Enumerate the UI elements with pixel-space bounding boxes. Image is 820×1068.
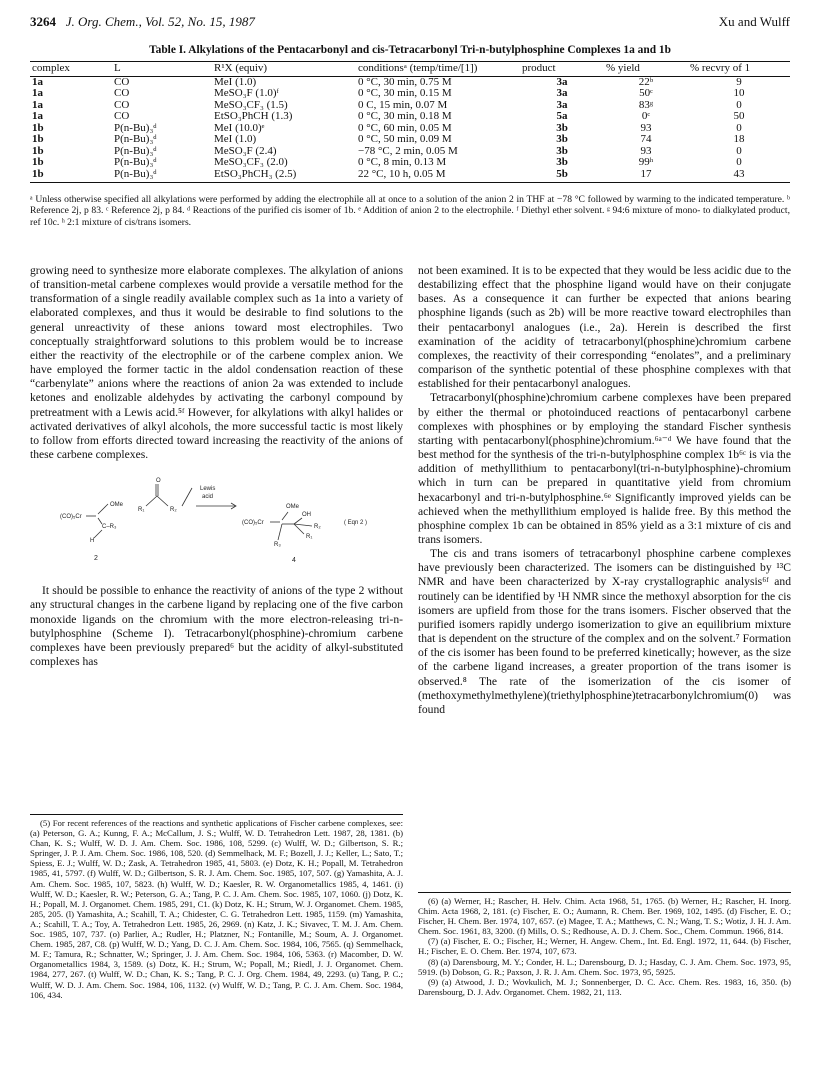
table-cell: 50ᶜ: [639, 87, 653, 99]
reaction-scheme-drawing: [30, 466, 403, 578]
col-header: complex: [30, 62, 112, 77]
scheme-left-chr: C–R₃: [102, 524, 117, 531]
running-header: [30, 14, 790, 34]
table-cell: 43: [688, 169, 790, 183]
body-paragraph: growing need to synthesize more elaborate complexes. The alkylation of anions of transition-metal carbene complexes would provide a versatile method for the transformation of a single readily available complex such as 1a into a variety of elaborated complexes, and thus it would be desirable to find solutions to the general unreactivity of these anions toward most electrophiles. Two conceptually straightforward solutions to this problem would be to increase either the reactivity of the electrophile or of the carbene complex anion. We have employed the former tactic in the aldol condensation reaction of these “carbenylate” anions where the reactions of anion 2a was extended to include ketones and enolizable aldehydes by activating the carbonyl compound by pretreatment with a Lewis acid.⁵ᶠ However, for alkylations with alkyl halides or activated derivatives of alkyl alcohols, the more successful tactic is most likely to follow from efforts directed toward increasing the reactivity of the anions of these carbene complexes.: [30, 264, 403, 462]
table-cell: MeSO₃F (1.0)ᶠ: [214, 87, 279, 99]
table-cell: 1b: [32, 121, 44, 134]
body-paragraph: The cis and trans isomers of tetracarbonyl phosphine carbene complexes have previously been characterized. The isomers can be distinguished by ¹³C NMR and have been characterized by X-ray crystallographic analysis⁶ᶠ and routinely can be identified by ¹H NMR since the methoxyl absorption for the cis isomers are upfield from those for the trans isomers. Fischer observed that the purified isomers rapidly undergo isomerization to give an equilibrium mixture that is dependent on the structure of the complex and on the solvent.⁷ Formation of the cis isomer has been found to be preferred kinetically; however, as the size of the carbene ligand increases, a greater proportion of the trans isomer is observed.⁸ The rate of the isomerization of the cis isomer of (methoxymethylmethylene)(triethylphosphine)tetracarbonylchromium(0) was found: [418, 547, 791, 716]
body-paragraph: It should be possible to enhance the reactivity of anions of the type 2 without any structural changes in the carbene ligand by replacing one of the five carbon monoxide ligands on the chromium with the more electron-releasing tri-n-butylphosphine (Scheme I). Tetracarbonyl(phosphine)-chromium carbene complexes have been previously prepared⁶ but the acidity of alkyl-substituted complexes has: [30, 584, 403, 668]
table-cell: 17: [604, 169, 688, 183]
table-cell: 1b: [32, 144, 44, 157]
table-cell: 93: [640, 121, 652, 134]
table-cell: 99ʰ: [638, 156, 654, 168]
body-paragraph: not been examined. It is to be expected that they would be less acidic due to the destabilizing effect that the phosphine ligand would have on their conjugate bases. As a consequence it can further be expected that anions bearing phosphine ligands (such as 2b) will be more reactive toward electrophiles than their pentacarbonyl analogues (i.e., 2a). Herein is described the first examination of the acidity of tetracarbonyl(phosphine)chromium carbene complexes, the reactivity of their corresponding “enolates”, and a preliminary comparison of the synthetic potential of these phosphine complexes with that established for their pentacarbonyl analogues.: [418, 264, 791, 391]
col-header: % recvry of 1: [688, 62, 790, 77]
table-cell: 74: [640, 133, 652, 145]
scheme-right-r1: R₁: [306, 534, 313, 541]
table-cell: 0 C, 15 min, 0.07 M: [358, 98, 448, 111]
table-cell: MeSO₃CF₃ (2.0): [214, 156, 288, 168]
table-cell: 9: [736, 75, 742, 88]
scheme-right-oh: OH: [302, 512, 311, 519]
table-cell: 1a: [32, 98, 43, 111]
table-cell: 3a: [556, 87, 568, 99]
table-row: [30, 88, 790, 100]
alkylation-table: [30, 61, 790, 183]
scheme-compound-2: 2: [94, 555, 98, 563]
scheme-eqn-label: ( Eqn 2 ): [344, 520, 368, 527]
table-cell: 3a: [556, 75, 568, 88]
scheme-ketone-r2: R₂: [170, 507, 177, 514]
table-cell: 1b: [32, 156, 44, 168]
table-title: Table I. Alkylations of the Pentacarbonyl and cis-Tetracarbonyl Tri-n-butylphosphine Complexes 1a and 1b: [149, 44, 671, 56]
table-cell: P(n-Bu)₃ᵈ: [114, 121, 157, 134]
scheme-left-metal: (CO)₅Cr: [60, 514, 82, 521]
author-names: Xu and Wulff: [718, 14, 790, 29]
table-footnotes: ᵃ Unless otherwise specified all alkylations were performed by adding the electrophile all at once to a solution of the anion 2 in THF at −78 °C followed by warming to the indicated temperature. ᵇ Reference 2j, p 83. ᶜ Reference 2j, p 84. ᵈ Reactions of the purified cis isomer of 1b. ᵉ Addition of anion 2 to the electrophile. ᶠ Diethyl ether solvent. ᵍ 94:6 mixture of mono- to dialkylated product, ref 10c. ʰ 2:1 mixture of cis/trans isomers.: [30, 194, 790, 228]
table-cell: 3b: [556, 156, 568, 168]
scheme-left-h: H: [90, 538, 95, 545]
reference-entry: (5) For recent references of the reactions and synthetic applications of Fischer carbene complexes, see: (a) Peterson, G. A.; Kunng, F. A.; McCallum, J. S.; Wulff, W. D. Tetrahedron Lett. 1987, 28, 1381. (b) Chan, K. S.; Wulff, W. D. J. Am. Chem. Soc. 1986, 108, 5299. (c) Wulff, W. D.; Gilbertson, S. R.; Springer, J. P. J. Am. Chem. Soc. 1986, 108, 520. (d) Semmelhack, M. F.; Bozell, J. J.; Keller, L.; Sato, T.; Spiess, E. J.; Wulff, W. D.; Zask, A. Tetrahedron 1985, 41, 5803. (e) Dotz, K. H.; Popall, M. Tetrahedron 1985, 41, 5797. (f) Wulff, W. D.; Gilbertson, S. R. J. Am. Chem. Soc. 1985, 107, 507. (g) Yamashita, A. J. Am. Chem. Soc. 1985, 107, 5823. (h) Wulff, W. D.; Kaesler, R. W. Organometallics 1985, 4, 1461. (i) Wulff, W. D.; Kaesler, R. W.; Peterson, G. A.; Tang, P. C. J. Am. Chem. Soc. 1985, 107, 1060. (j) Dotz, K. H.; Popall, M. J. Organomet. Chem. 1985, 291, C1. (k) Dotz, K. H.; Strum, W. J. Organomet. Chem. 1985, 285, 205. (l) Yamashita, A.; Scahill, T. A.; Chidester, C. G. Tetrahedron Lett. 1985, 1159. (m) Yamashita, A.; Scahill, T. A.; Toy, A. Tetrahedron Lett. 1985, 26, 2969. (n) Katz, J. K.; Sivavec, T. M. J. Am. Chem. Soc. 1985, 107, 737. (o) Parlier, A.; Rudler, H.; Platzner, N.; Fontanille, M.; Soum, A. J. Organomet. Chem. 1985, 287, C8. (p) Wulff, W. D.; Yang, D. C. J. Am. Chem. Soc. 1984, 106, 7565. (q) Semmelhack, M. F.; Tamura, R.; Schnatter, W.; Springer, J. J. Am. Chem. Soc. 1984, 106, 5363. (r) Macomber, D. W. Organometallics 1984, 3, 1589. (s) Dotz, K. H.; Strum, W.; Popall, M.; Riedl, J. J. Organomet. Chem. 1984, 277, 267. (t) Wulff, W. D.; Chan, K. S.; Tang, P. C. J. Org. Chem. 1984, 49, 2293. (u) Tang, P. C.; Wulff, W. D. J. Am. Chem. Soc. 1984, 106, 1132. (v) Wulff, W. D.; Tang, P. C. J. Am. Chem. Soc. 1984, 106, 434.: [30, 818, 403, 1000]
table-cell: −78 °C, 2 min, 0.05 M: [358, 144, 458, 157]
scheme-right-r3: R₃: [274, 542, 281, 549]
table-cell: 0 °C, 30 min, 0.15 M: [358, 87, 452, 99]
table-cell: P(n-Bu)₃ᵈ: [112, 169, 212, 183]
table-cell: 0: [736, 156, 742, 168]
table-cell: MeSO₃F (2.4): [214, 144, 277, 157]
table-cell: EtSO₃PhCH (1.3): [214, 110, 293, 122]
table-row: [30, 111, 790, 123]
table-cell: 18: [733, 133, 745, 145]
table-cell: MeI (1.0): [214, 75, 257, 88]
table-cell: CO: [114, 75, 130, 88]
table-cell: CO: [114, 110, 130, 122]
references-left: [30, 814, 403, 1000]
table-cell: P(n-Bu)₃ᵈ: [114, 144, 157, 157]
scheme-acid: acid: [202, 494, 214, 501]
table-row: [30, 157, 790, 169]
table-cell: 0: [736, 121, 742, 134]
reference-entry: (6) (a) Werner, H.; Rascher, H. Helv. Chim. Acta 1968, 51, 1765. (b) Werner, H.; Rascher, H. Inorg. Chim. Acta 1968, 2, 181. (c) Fischer, E. O.; Aumann, R. Chem. Ber. 1969, 102, 1495. (d) Fischer, E. O.; Fischer, H. Chem. Ber. 1974, 107, 657. (e) Magee, T. A.; Matthews, C. N.; Wang, T. S.; Wotiz, J. H. J. Am. Chem. Soc. 1961, 83, 3200. (f) Mills, O. S.; Redhouse, A. D. J. Chem. Soc., Chem. Commun. 1966, 814.: [418, 896, 791, 937]
table-cell: 5a: [556, 110, 568, 122]
table-cell: 93: [640, 144, 652, 157]
table-cell: EtSO₃PhCH₃ (2.5): [212, 169, 356, 183]
scheme-right-r2: R₂: [314, 524, 321, 531]
table-cell: 3a: [556, 98, 568, 111]
table-cell: 0ᶜ: [641, 110, 651, 122]
col-header: % yield: [604, 62, 688, 77]
table-cell: 0: [736, 144, 742, 157]
left-column: [30, 264, 403, 669]
table-cell: 0 °C, 30 min, 0.18 M: [358, 110, 452, 122]
table-cell: 1a: [32, 87, 43, 99]
table-cell: 1b: [32, 133, 44, 145]
table-cell: 22ᵇ: [638, 75, 654, 88]
reference-entry: (9) (a) Atwood, J. D.; Wovkulich, M. J.; Sonnenberger, D. C. Acc. Chem. Res. 1983, 16, 350. (b) Darensbourg, D. J. Adv. Organomet. Chem. 1982, 21, 113.: [418, 976, 791, 997]
reference-entry: (8) (a) Darensbourg, M. Y.; Conder, H. L.; Darensbourg, D. J.; Hasday, C. J. Am. Chem. Soc. 1973, 95, 5919. (b) Dobson, G. R.; Paxson, J. R. J. Am. Chem. Soc. 1973, 95, 5925.: [418, 956, 791, 977]
table-cell: 0 °C, 8 min, 0.13 M: [358, 156, 447, 168]
scheme-compound-4: 4: [292, 557, 296, 565]
table-cell: 0: [736, 98, 742, 111]
table-row: [30, 169, 790, 183]
table-cell: 22 °C, 10 h, 0.05 M: [356, 169, 520, 183]
table-cell: CO: [114, 87, 130, 99]
table-cell: P(n-Bu)₃ᵈ: [114, 156, 157, 168]
references-right: [418, 892, 791, 997]
table-cell: 0 °C, 60 min, 0.05 M: [358, 121, 452, 134]
scheme-right-metal: (CO)₅Cr: [242, 520, 264, 527]
table-cell: MeSO₃CF₃ (1.5): [214, 98, 288, 111]
table-cell: 10: [733, 87, 745, 99]
table-cell: CO: [114, 98, 130, 111]
table-cell: 3b: [556, 144, 568, 157]
scheme-lewis: Lewis: [200, 486, 216, 493]
table-cell: 83ᵍ: [638, 98, 654, 111]
journal-citation: J. Org. Chem., Vol. 52, No. 15, 1987: [65, 14, 255, 29]
table-cell: MeI (10.0)ᵉ: [214, 121, 265, 134]
body-paragraph: Tetracarbonyl(phosphine)chromium carbene complexes have been prepared by either the thermal or photoinduced reactions of pentacarbonyl carbene complexes with phosphines or by employing the standard Fischer synthesis starting with pentacarbonyl(phosphine)chromium.⁶ᵃ⁻ᵈ We have found that the best method for the synthesis of the tri-n-butylphosphine complex 1b⁶ᶜ is via the addition of methyllithium to pentacarbonyl(tri-n-butylphosphine)-chromium which in turn can be prepared in quantitative yield from chromium hexacarbonyl and tri-n-butylphosphine.⁶ᵉ Significantly improved yields can be achieved when the methyllithium employed is halide free. By this method the phosphine complex 1b can be obtained in 85% yield as a 3:1 mixture of cis and trans isomers.: [418, 391, 791, 546]
right-column: [418, 264, 791, 717]
table-cell: 1a: [32, 110, 43, 122]
scheme-left-ome: OMe: [110, 502, 124, 509]
table-header-row: [30, 62, 790, 77]
table-cell: P(n-Bu)₃ᵈ: [114, 133, 157, 145]
reaction-scheme: [30, 466, 403, 578]
col-header: R¹X (equiv): [212, 62, 356, 77]
table-cell: 1a: [32, 75, 43, 88]
col-header: L: [112, 62, 212, 77]
scheme-ketone-r1: R₁: [138, 507, 145, 514]
table-cell: 50: [733, 110, 745, 122]
scheme-ketone-o: O: [156, 478, 161, 485]
table-cell: 1b: [30, 169, 112, 183]
table-row: [30, 134, 790, 146]
table-cell: 0 °C, 50 min, 0.09 M: [358, 133, 452, 145]
scheme-right-ome: OMe: [286, 504, 300, 511]
col-header: conditionsᵃ (temp/time/[1]): [356, 62, 520, 77]
reference-entry: (7) (a) Fischer, E. O.; Fischer, H.; Werner, H. Angew. Chem., Int. Ed. Engl. 1972, 11, 644. (b) Fischer, H.; Fischer, E. O. Chem. Ber. 1974, 107, 673.: [418, 936, 791, 957]
page-number: 3264: [30, 14, 56, 29]
table-cell: 5b: [520, 169, 604, 183]
table-cell: 0 °C, 30 min, 0.75 M: [358, 75, 452, 88]
col-header: product: [520, 62, 604, 77]
table-cell: MeI (1.0): [214, 133, 257, 145]
table-cell: 3b: [556, 121, 568, 134]
table-cell: 3b: [556, 133, 568, 145]
